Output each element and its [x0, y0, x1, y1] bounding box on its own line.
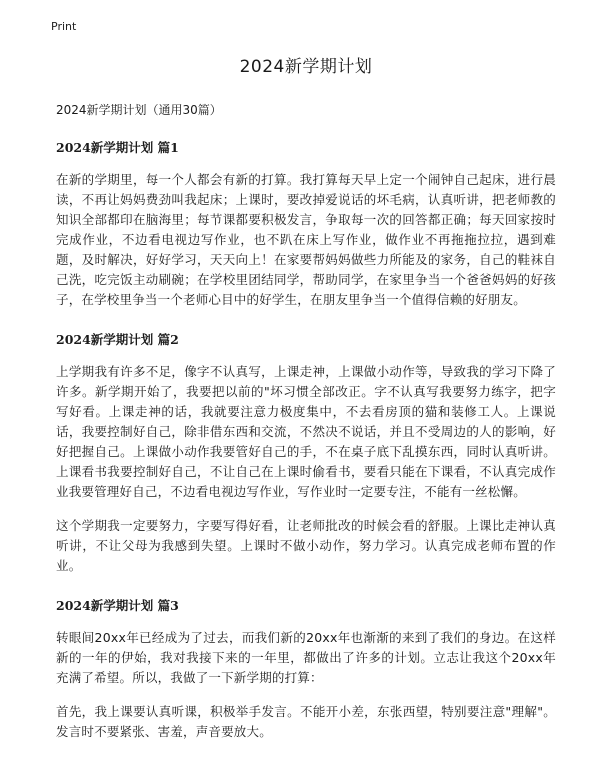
paragraph: 上学期我有许多不足，像字不认真写，上课走神，上课做小动作等，导致我的学习下降了许多。新学期开始了，我要把以前的"坏习惯全部改正。字不认真写我要努力练字，把字写好看。上课走神的话，我就要注意力极度集中，不去看房顶的猫和装修工人。上课说话，我要控制好自己，除非借东西和交流，不然决不说话，并且不受周边的人的影响，好好把握自己。上课做小动作我要管好自己的手，不在桌子底下乱摸东西，同时认真听讲。上课看书我要控制好自己，不让自己在上课时偷看书，要看只能在下课看，不认真完成作业我要管理好自己，不边看电视边写作业，写作业时一定要专注，不能有一丝松懈。: [56, 364, 556, 499]
document-title: 2024新学期计划: [239, 57, 373, 77]
section-heading: 2024新学期计划 篇1: [56, 140, 179, 155]
section-1: [56, 138, 556, 310]
section-heading: 2024新学期计划 篇3: [56, 598, 179, 613]
document-subtitle: 2024新学期计划（通用30篇）: [56, 103, 222, 117]
paragraph: 首先，我上课要认真听课，积极举手发言。不能开小差，东张西望，特别要注意"理解"。发言时不要紧张、害羞，声音要放大。: [56, 704, 556, 739]
print-label[interactable]: Print: [51, 20, 77, 33]
paragraph: 转眼间20xx年已经成为了过去，而我们新的20xx年也渐渐的来到了我们的身边。在这样新的一年的伊始，我对我接下来的一年里，都做出了许多的计划。立志让我这个20xx年充满了希望。所以，我做了一下新学期的打算：: [56, 630, 556, 685]
section-heading: 2024新学期计划 篇2: [56, 332, 179, 347]
section-2: [56, 330, 556, 576]
paragraph: 在新的学期里，每一个人都会有新的打算。我打算每天早上定一个闹钟自己起床，进行晨读，不再让妈妈费劲叫我起床；上课时，要改掉爱说话的坏毛病，认真听讲，把老师教的知识全部都印在脑海里；每节课都要积极发言，争取每一次的回答都正确；每天回家按时完成作业，不边看电视边写作业，也不趴在床上写作业，做作业不再拖拖拉拉，遇到难题，及时解决，好好学习，天天向上！在家要帮妈妈做些力所能及的家务，自己的鞋袜自己洗，吃完饭主动刷碗；在学校里团结同学，帮助同学，在家里争当一个爸爸妈妈的好孩子，在学校里争当一个老师心目中的好学生，在朋友里争当一个值得信赖的好朋友。: [56, 172, 556, 307]
paragraph: 这个学期我一定要努力，字要写得好看，让老师批改的时候会看的舒服。上课比走神认真听讲，不让父母为我感到失望。上课时不做小动作，努力学习。认真完成老师布置的作业。: [56, 518, 556, 573]
section-3: [56, 596, 556, 742]
document: [56, 52, 556, 756]
